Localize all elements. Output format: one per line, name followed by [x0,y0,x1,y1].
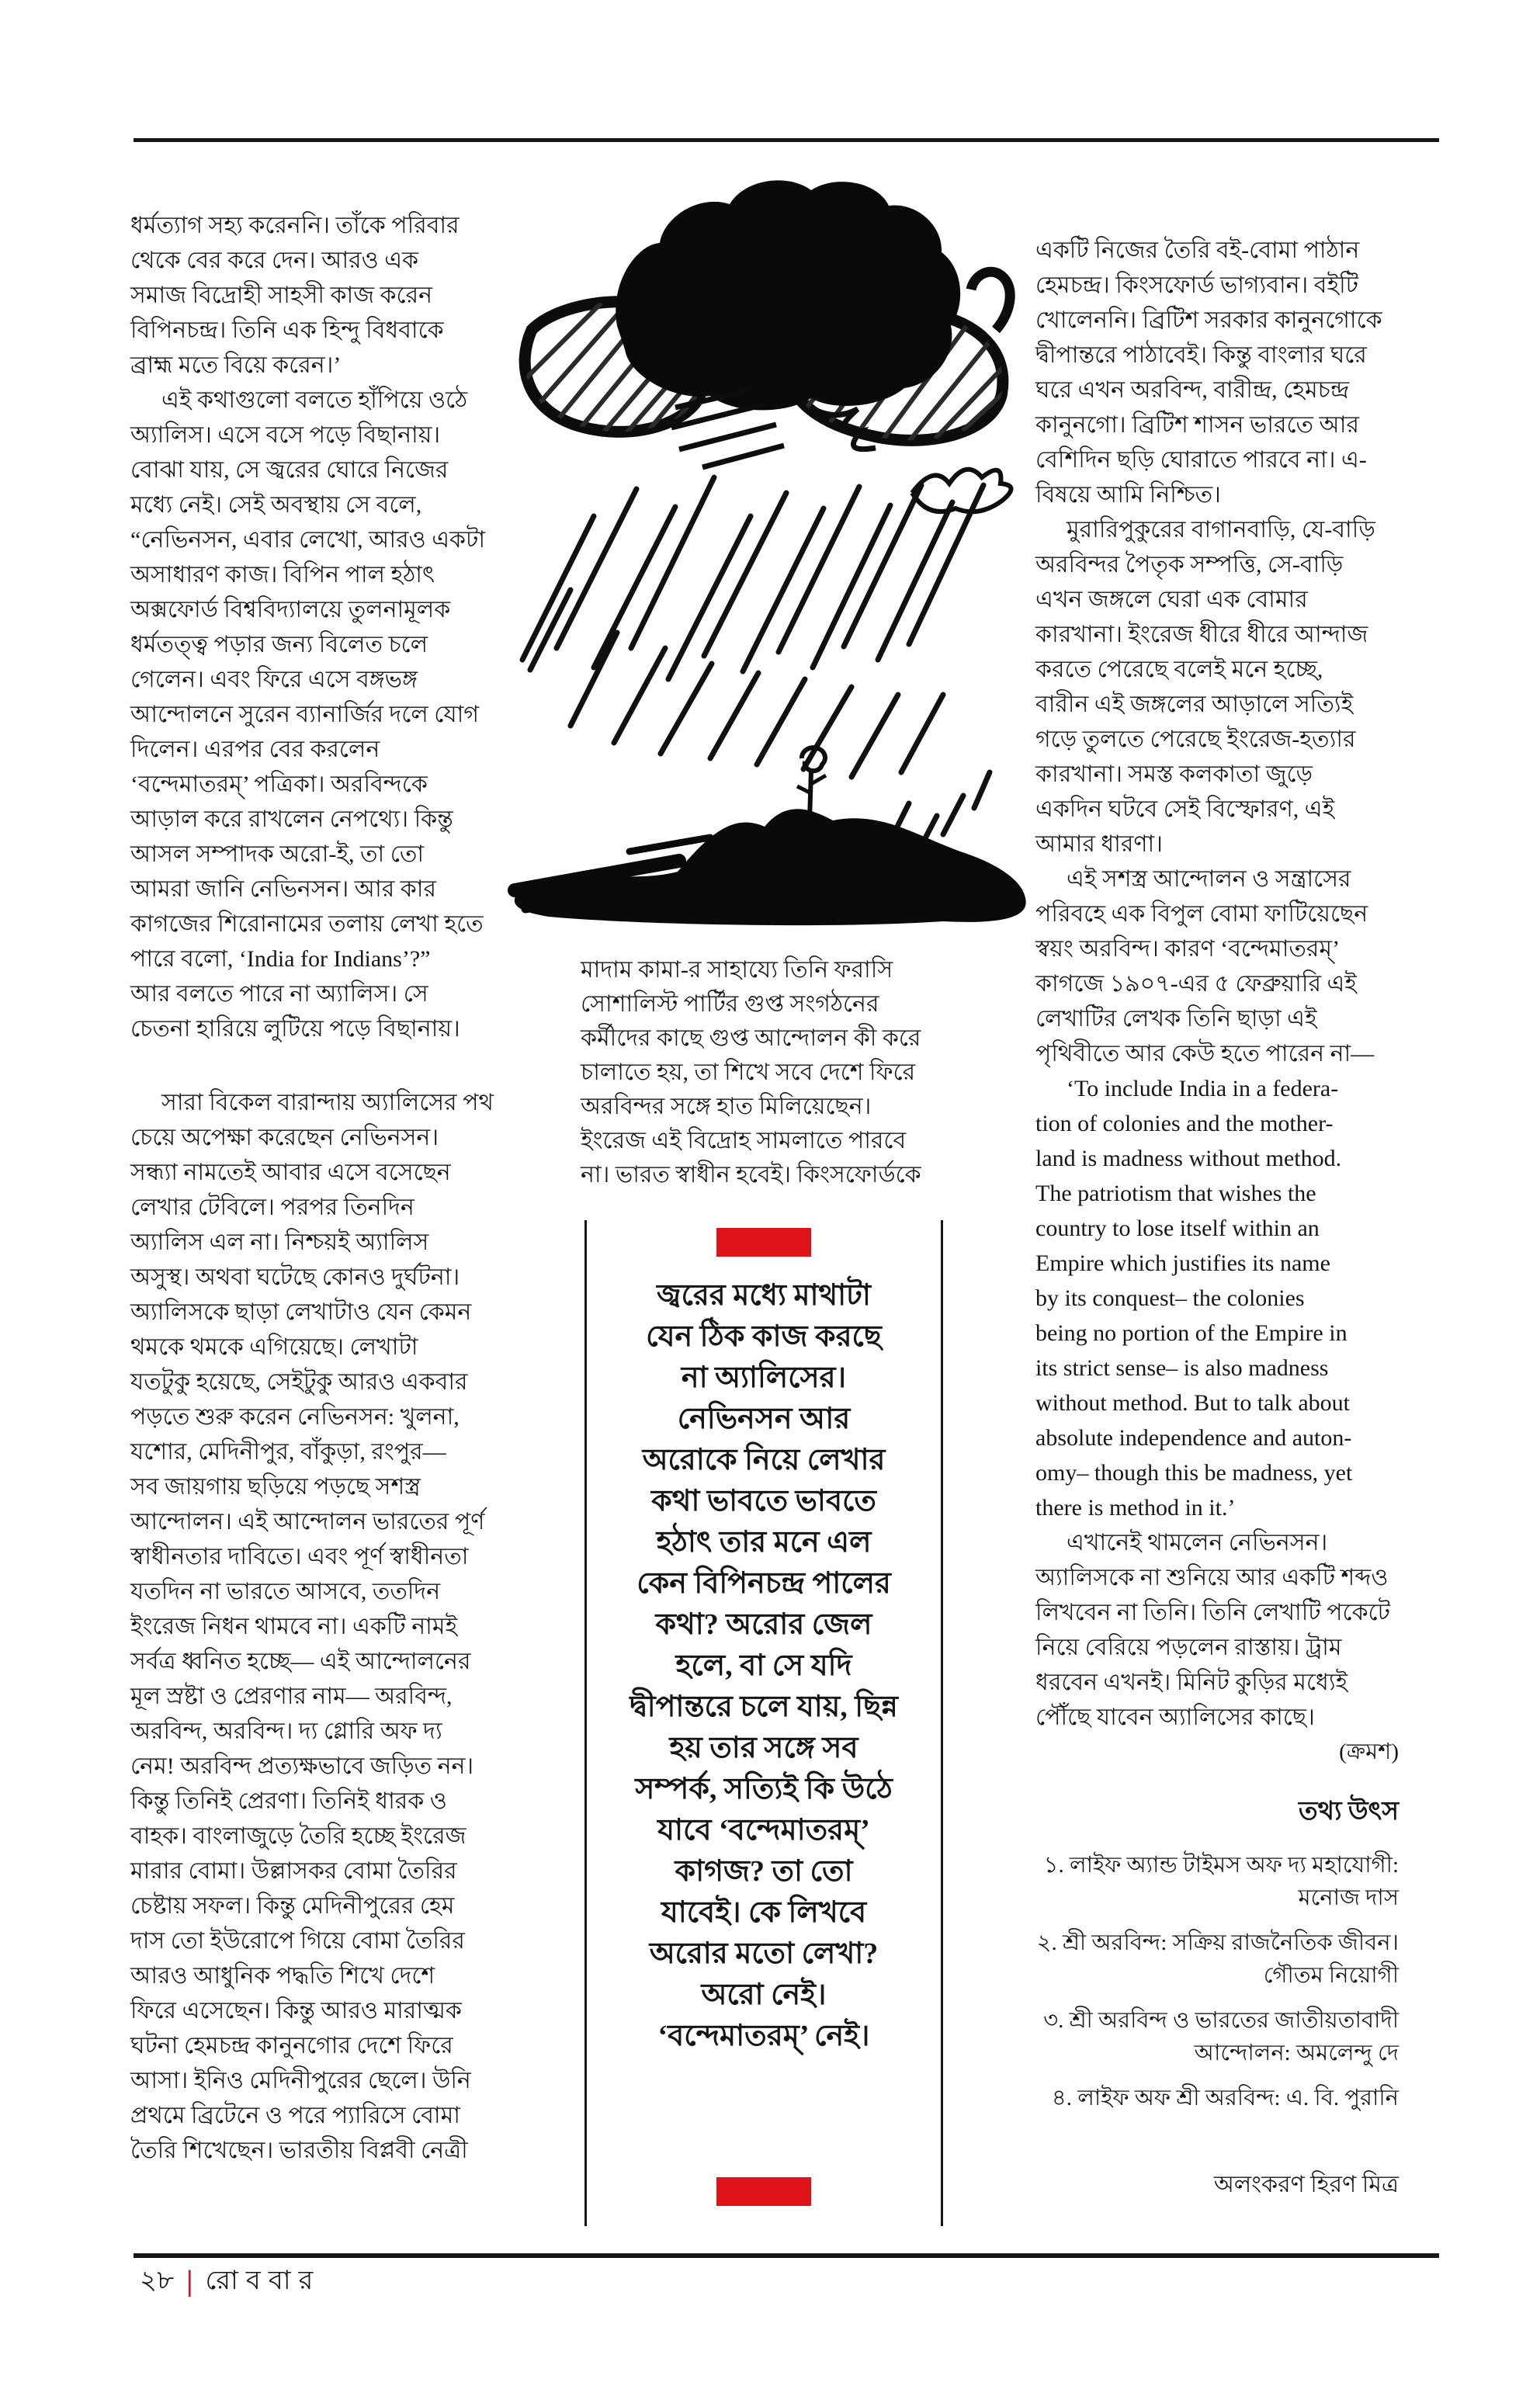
text-line: by its conquest– the colonies [1035,1285,1305,1311]
text-line: মুরারিপুকুরের বাগানবাড়ি, যে-বাড়ি [1067,517,1375,543]
pull-quote-box [584,1220,943,2226]
text-line: আসল সম্পাদক অরো-ই, তা তো [130,841,425,867]
scribble-cloud [912,470,1011,512]
right-column-body [1035,233,1399,1735]
text-line: কাগজে ১৯০৭-এর ৫ ফেব্রুয়ারি এই [1035,971,1357,997]
text-line: যশোর, মেদিনীপুর, বাঁকুড়া, রংপুর— [130,1439,446,1465]
text-line: সর্বত্র ধ্বনিত হচ্ছে— এই আন্দোলনের [130,1649,471,1674]
text-line: থমকে থমকে এগিয়েছে। লেখাটা [130,1334,418,1360]
text-line: বোঝা যায়, সে জ্বরের ঘোরে নিজের [130,457,449,483]
text-line: সন্ধ্যা নামতেই আবার এসে বসেছেন [130,1160,451,1185]
footer [140,2263,321,2298]
paragraph [1035,2082,1399,2114]
text-line: হয় তার সঙ্গে সব [669,1732,858,1764]
text-line: অরোর মতো লেখা? [649,1937,879,1970]
paragraph [130,383,501,1046]
text-line: করতে পেরেছে বলেই মনে হচ্ছে, [1035,657,1323,682]
text-line: ব্রাহ্ম মতে বিয়ে করেন।’ [130,352,342,378]
text-line: absolute independence and auton- [1035,1425,1352,1451]
text-line: land is madness without method. [1035,1146,1342,1171]
text-line: অসুস্থ। অথবা ঘটেছে কোনও দুর্ঘটনা। [130,1264,460,1290]
text-line: ধর্মত্যাগ সহ্য করেননি। তাঁকে পরিবার [130,213,460,238]
text-line: tion of colonies and the mother- [1035,1111,1334,1136]
text-line: গড়ে তুলতে পেরেছে ইংরেজ-হত্যার [1035,727,1356,752]
text-line: ধর্মতত্ত্ব পড়ার জন্য বিলেত চলে [130,632,428,657]
text-line: কথা? অরোর জেল [655,1608,872,1641]
text-line: বেশিদিন ছড়ি ঘোরাতে পারবে না। এ- [1035,447,1367,473]
continued-marker: (ক্রমশ) [1339,1739,1399,1764]
text-line: অসাধারণ কাজ। বিপিন পাল হঠাৎ [130,562,435,588]
pull-quote-bottom-red-bar [716,2177,811,2206]
text-line: হলে, বা সে যদি [675,1649,852,1682]
text-line: চালাতে হয়, তা শিখে সবে দেশে ফিরে [581,1060,916,1085]
text-line: বিষয়ে আমি নিশ্চিত। [1035,482,1221,508]
paragraph [130,1085,501,2168]
text-line: লেখার টেবিলে। পরপর তিনদিন [130,1195,414,1220]
text-line: পারে বলো, ‘India for Indians’?” [130,946,431,972]
text-line: দাস তো ইউরোপে গিয়ে বোমা তৈরির [130,1928,465,1954]
paragraph [1035,512,1399,862]
text-line: সোশালিস্ট পার্টির গুপ্ত সংগঠনের [581,991,879,1017]
text-line: স্বাধীনতার দাবিতে। এবং পূর্ণ স্বাধীনতা [130,1544,469,1569]
text-line: প্রথমে ব্রিটেনে ও পরে প্যারিসে বোমা [130,2103,460,2128]
text-line: আড়াল করে রাখলেন নেপথ্যে। কিন্তু [130,806,453,832]
text-line: ‘বন্দেমাতরম্’ নেই। [657,2020,870,2052]
text-line: না অ্যালিসের। [681,1361,847,1394]
text-line: ‘বন্দেমাতরম্’ পত্রিকা। অরবিন্দকে [130,772,428,797]
left-column [130,208,501,2168]
text-line: যাবে ‘বন্দেমাতরম্’ [657,1814,870,1847]
text-line: পৌঁছে যাবেন অ্যালিসের কাছে। [1035,1705,1315,1730]
text-line: পৃথিবীতে আর কেউ হতে পারেন না— [1035,1041,1375,1066]
illustration-container [477,151,1032,943]
text-line: আসা। ইনিও মেদিনীপুরের ছেলে। উনি [130,2068,471,2093]
text-line: গৌতম নিয়োগী [1263,1963,1399,1988]
text-line: “নেভিনসন, এবার লেখো, আরও একটা [130,527,486,553]
text-line: ৩. শ্রী অরবিন্দ ও ভারতের জাতীয়তাবাদী [1043,2008,1399,2033]
text-line: ইংরেজ এই বিদ্রোহ সামলাতে পারবে [581,1128,907,1153]
text-line: ঘটনা হেমচন্দ্র কানুনগোর দেশে ফিরে [130,2033,453,2058]
text-line: চেতনা হারিয়ে লুটিয়ে পড়ে বিছানায়। [130,1016,460,1042]
text-line: সম্পর্ক, সত্যিই কি উঠে [635,1773,893,1805]
text-line: কর্মীদের কাছে গুপ্ত আন্দোলন কী করে [581,1025,921,1051]
text-line: কানুনগো। ব্রিটিশ শাসন ভারতে আর [1035,412,1360,438]
text-line: এই সশস্ত্র আন্দোলন ও সন্ত্রাসের [1067,866,1351,892]
text-line: মারার বোমা। উল্লাসকর বোমা তৈরির [130,1858,457,1884]
rain-lines [522,477,990,855]
text-line: এই কথাগুলো বলতে হাঁপিয়ে ওঠে [161,387,468,413]
text-line: ১. লাইফ অ্যান্ড টাইমস অফ দ্য মহাযোগী: [1043,1853,1399,1878]
footer-rule [134,2253,1439,2258]
footer-separator: | [186,2264,193,2298]
paragraph [1035,862,1399,1071]
top-rule [134,138,1439,142]
text-line: বাহক। বাংলাজুড়ে তৈরি হচ্ছে ইংরেজ [130,1823,467,1849]
text-line: দ্বীপান্তরে পাঠাবেই। কিন্তু বাংলার ঘরে [1035,342,1367,368]
text-line: মাদাম কামা-র সাহায্যে তিনি ফরাসি [581,957,893,983]
sources-section [1035,1795,1399,2114]
text-line: যতটুকু হয়েছে, সেইটুকু আরও একবার [130,1369,468,1395]
text-line: জ্বরের মধ্যে মাথাটা [657,1279,871,1312]
text-line: মনোজ দাস [1298,1885,1399,1910]
text-line: অ্যালিসকে না শুনিয়ে আর একটি শব্দও [1035,1565,1389,1590]
text-line: তৈরি শিখেছেন। ভারতীয় বিপ্লবী নেত্রী [130,2138,468,2163]
text-line: অরোকে নিয়ে লেখার [642,1444,886,1476]
text-line: ধরবেন এখনই। মিনিট কুড়ির মধ্যেই [1035,1670,1348,1695]
text-line: সমাজ বিদ্রোহী সাহসী কাজ করেন [130,283,432,308]
text-line: একটি নিজের তৈরি বই-বোমা পাঠান [1035,238,1360,263]
magazine-name: রোববার [205,2266,321,2295]
text-line: কিন্তু তিনিই প্রেরণা। তিনিই ধারক ও [130,1788,447,1814]
cloud-core [616,180,960,410]
text-line: country to lose itself within an [1035,1216,1320,1241]
text-line: হঠাৎ তার মনে এল [656,1526,872,1559]
paragraph [1035,1071,1399,1525]
text-line: আন্দোলন: অমলেন্দু দে [1194,2041,1399,2065]
text-line: কারখানা। সমস্ত কলকাতা জুড়ে [1035,761,1313,787]
text-line: সারা বিকেল বারান্দায় অ্যালিসের পথ [161,1090,494,1115]
text-line: চেষ্টায় সফল। কিন্তু মেদিনীপুরের হেম [130,1893,455,1919]
middle-column-text [581,953,942,1192]
text-line: কেন বিপিনচন্দ্র পালের [636,1567,891,1600]
text-line: নেম! অরবিন্দ প্রত্যক্ষভাবে জড়িত নন। [130,1753,474,1779]
text-line: অক্সফোর্ড বিশ্ববিদ্যালয়ে তুলনামূলক [130,597,451,623]
text-line: চেয়ে অপেক্ষা করেছেন নেভিনসন। [130,1125,439,1150]
text-line: কারখানা। ইংরেজ ধীরে ধীরে আন্দাজ [1035,622,1368,647]
text-line: বিপিনচন্দ্র। তিনি এক হিন্দু বিধবাকে [130,317,444,343]
text-line: পড়তে শুরু করেন নেভিনসন: খুলনা, [130,1404,460,1430]
text-line: ৪. লাইফ অফ শ্রী অরবিন্দ: এ. বি. পুরানি [1051,2086,1399,2110]
text-line: দিলেন। এরপর বের করলেন [130,737,380,762]
sources-list [1035,1849,1399,2114]
text-line: মধ্যে নেই। সেই অবস্থায় সে বলে, [130,492,422,518]
text-line: নিয়ে বেরিয়ে পড়লেন রাস্তায়। ট্রাম [1035,1635,1342,1660]
text-line: The patriotism that wishes the [1035,1181,1316,1206]
text-line: অরবিন্দ, অরবিন্দ। দ্য গ্লোরি অফ দ্য [130,1718,442,1744]
text-line: দ্বীপান্তরে চলে যায়, ছিন্ন [630,1691,898,1723]
text-line: অ্যালিস এল না। নিশ্চয়ই অ্যালিস [130,1229,429,1255]
paragraph [1035,233,1399,512]
text-line: কাগজের শিরোনামের তলায় লেখা হতে [130,911,484,937]
text-line: হেমচন্দ্র। কিংসফোর্ড ভাগ্যবান। বইটি [1035,272,1359,298]
text-line: একদিন ঘটবে সেই বিস্ফোরণ, এই [1035,796,1335,822]
text-line: গেলেন। এবং ফিরে এসে বঙ্গভঙ্গ [130,667,418,692]
text-line: without method. But to talk about [1035,1390,1350,1416]
text-line: এখানেই থামলেন নেভিনসন। [1067,1530,1328,1555]
text-line: লেখাটির লেখক তিনি ছাড়া এই [1035,1006,1317,1032]
illustration-credit: অলংকরণ হিরণ মিত্র [1213,2172,1399,2197]
text-line: স্বয়ং অরবিন্দ। কারণ ‘বন্দেমাতরম্’ [1035,936,1341,962]
right-column [1035,233,1399,2205]
text-line: অরো নেই। [701,1979,827,2011]
text-line: ঘরে এখন অরবিন্দ, বারীন্দ্র, হেমচন্দ্র [1035,377,1350,403]
pull-quote-top-red-bar [716,1228,811,1257]
paragraph [1035,1927,1399,1992]
paragraph [1035,1849,1399,1914]
text-line: এখন জঙ্গলে ঘেরা এক বোমার [1035,587,1308,612]
text-line: যতদিন না ভারতে আসবে, ততদিন [130,1579,441,1604]
text-line: omy– though this be madness, yet [1035,1460,1353,1486]
pull-quote-text [587,1275,941,2057]
text-line: ইংরেজ নিধন থামবে না। একটি নামই [130,1614,458,1639]
text-line: মূল স্রষ্টা ও প্রেরণার নাম— অরবিন্দ, [130,1684,453,1709]
text-line: অরবিন্দর পৈতৃক সম্পত্তি, সে-বাড়ি [1035,552,1344,577]
text-line: আমরা জানি নেভিনসন। আর কার [130,876,436,902]
paragraph [130,208,501,383]
text-line: খোলেননি। ব্রিটিশ সরকার কানুনগোকে [1035,307,1382,333]
text-line: বারীন এই জঙ্গলের আড়ালে সত্যিই [1035,692,1354,717]
text-line: কাগজ? তা তো [675,1855,853,1888]
paragraph [1035,1525,1399,1735]
text-line: ফিরে এসেছেন। কিন্তু আরও মারাত্মক [130,1998,462,2024]
text-line: কথা ভাবতে ভাবতে [651,1485,876,1517]
sources-heading: তথ্য উৎস [1298,1798,1399,1826]
text-line: being no portion of the Empire in [1035,1320,1348,1346]
text-line: পরিবহে এক বিপুল বোমা ফাটিয়েছেন [1035,901,1368,927]
rain-cloud-illustration [477,151,1032,943]
text-line: লিখবেন না তিনি। তিনি লেখাটি পকেটে [1035,1600,1390,1625]
text-line: থেকে বের করে দেন। আরও এক [130,248,419,273]
paragraph [1035,2004,1399,2069]
text-line: Empire which justifies its name [1035,1250,1330,1276]
text-line: অ্যালিসকে ছাড়া লেখাটাও যেন কেমন [130,1299,472,1325]
page-number: ২৮ [140,2266,175,2295]
text-line: আন্দোলন। এই আন্দোলন ভারতের পূর্ণ [130,1509,485,1535]
text-line: there is method in it.’ [1035,1495,1236,1521]
text-line: আমার ধারণা। [1035,831,1163,857]
text-line: আরও আধুনিক পদ্ধতি শিখে দেশে [130,1963,435,1989]
text-line: যেন ঠিক কাজ করছে [646,1320,882,1353]
text-line: ‘To include India in a federa- [1067,1076,1339,1101]
text-line: আন্দোলনে সুরেন ব্যানার্জির দলে যোগ [130,702,480,727]
text-line: অ্যালিস। এসে বসে পড়ে বিছানায়। [130,422,441,448]
text-line: ২. শ্রী অরবিন্দ: সক্রিয় রাজনৈতিক জীবন। [1036,1930,1399,1955]
text-line: সব জায়গায় ছড়িয়ে পড়ছে সশস্ত্র [130,1474,421,1500]
text-line: যাবেই। কে লিখবে [661,1896,867,1929]
text-line: its strict sense– is also madness [1035,1355,1329,1381]
text-line: আর বলতে পারে না অ্যালিস। সে [130,981,428,1007]
cloud-curl [971,272,1010,330]
text-line: অরবিন্দর সঙ্গে হাত মিলিয়েছেন। [581,1094,872,1119]
text-line: নেভিনসন আর [677,1403,851,1435]
text-line: না। ভারত স্বাধীন হবেই। কিংসফোর্ডকে [581,1162,921,1188]
